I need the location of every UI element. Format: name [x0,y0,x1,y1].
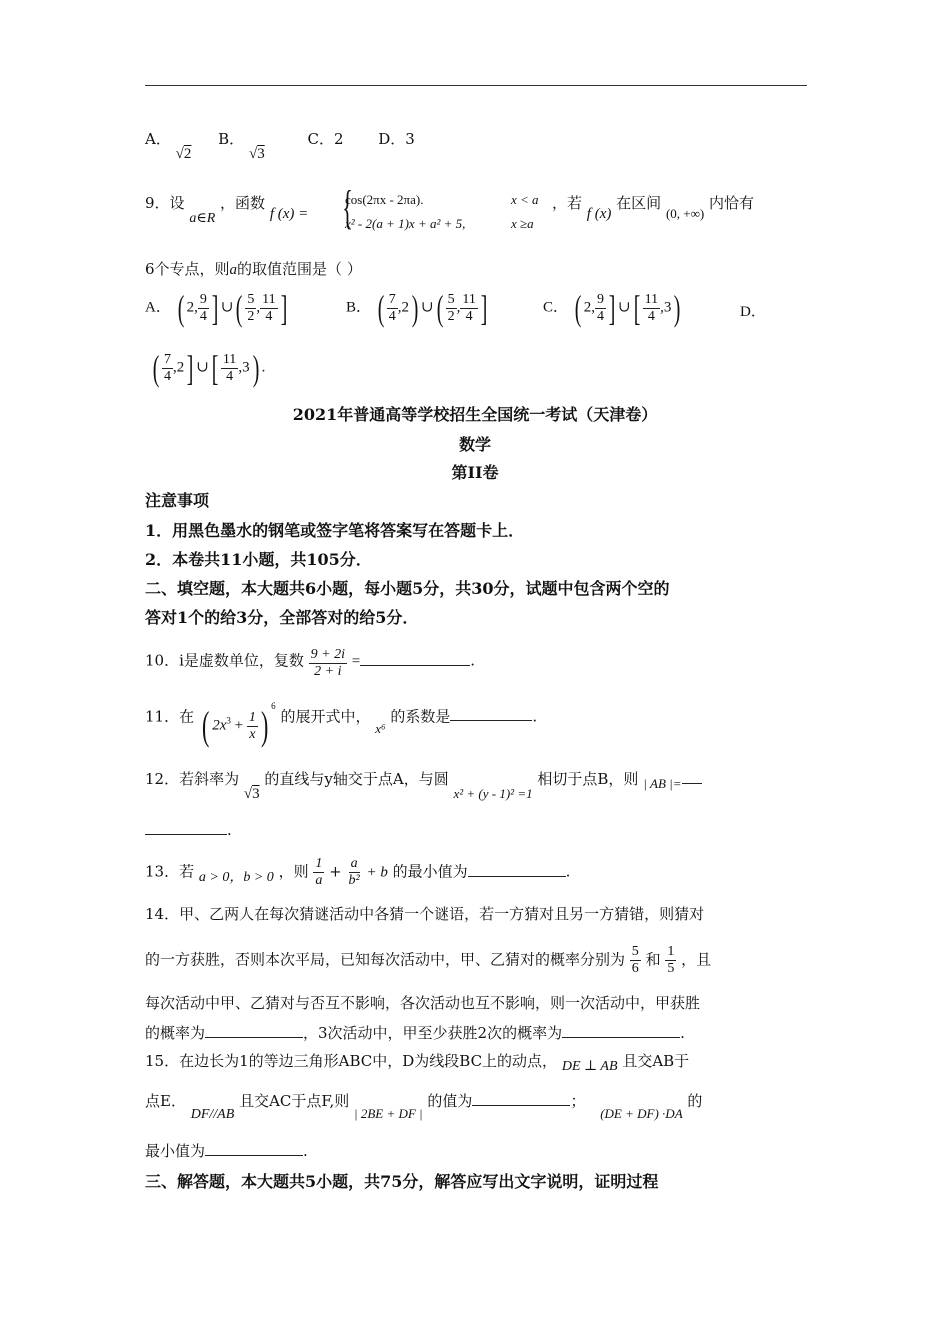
q9-line1-tail: ，若 f (x) 在区间 (0, +∞) 内恰有 [552,194,755,222]
q12-line2: . [145,820,232,839]
q9-option-b: B． ( $\frac{7}{4}$ ,2) ∪( $\frac{5}{2}$ , $\frac{11}{4}$ ] [346,288,488,328]
piecewise-cases: cos(2πx - 2πa). x < a x² - 2(a + 1)x + a² + 5, x ≥a [345,192,539,231]
q9-option-d: ( $\frac{7}{4}$ ,2] ∪[ $\frac{11}{4}$ ,3) . [152,348,266,388]
answer-blank-q13 [468,862,566,877]
q9-option-c: C． ( 2, $\frac{9}{4}$ ] ∪[ $\frac{11}{4}$ ,3) [543,288,681,328]
section-2-line2: 答对1个的给3分，全部答对的给5分． [145,608,419,627]
note-2: 2．本卷共11小题，共105分． [145,550,372,569]
q14-line2: 的一方获胜，否则本次平局，已知每次活动中，甲、乙猜对的概率分别为 $\frac{5}{6}$ 和 $\frac{1}{5}$ ，且 [145,944,712,976]
exam-title: 2021年普通高等学校招生全国统一考试（天津卷） [292,405,658,424]
section-3-heading: 三、解答题，本大题共5小题，共75分，解答应写出文字说明，证明过程 [145,1172,659,1191]
q14-line4: 的概率为 ，3次活动中，甲至少获胜2次的概率为 . [145,1024,685,1042]
note-1: 1．用黑色墨水的钢笔或签字笔将答案写在答题卡上． [145,521,525,540]
q15-line3: 最小值为 . [145,1142,308,1160]
q13: 13．若 a > 0，b > 0 ，则 $\frac{1}{a}$ + $\frac{a}{\text{b²}}$ + b 的最小值为 . [145,856,571,888]
answer-blank-q10 [360,651,470,666]
answer-blank-q12 [145,820,227,835]
q14-line3: 每次活动中甲、乙猜对与否互不影响，各次活动也互不影响，则一次活动中，甲获胜 [145,994,701,1012]
q15-line1: 15．在边长为1的等边三角形ABC中，D为线段BC上的动点， DE ⊥ AB 且交AB于 [145,1052,690,1074]
answer-blank-q15b [205,1141,303,1156]
sqrt-3: √3 [248,146,265,162]
volume-title: 第II卷 [451,463,499,482]
q11: 11．在 ( $2x^3$ + $\frac{1}{x}$ ) $^6$ 的展开式中， x⁶ 的系数是 . [145,701,538,748]
q10: 10．i是虚数单位，复数 $\frac{9 + 2i}{2 + i}$ = . [145,647,476,679]
q8-options: A． √2 B． √3 C．2 D．3 [145,130,415,162]
left-brace-icon: { [342,181,353,234]
q12-line1: 12．若斜率为 √3 的直线与y轴交于点A，与圆 x² + (y - 1)² =1 相切于点B，则 | AB |= [145,768,702,789]
answer-blank-q15a [472,1091,570,1106]
notes-heading: 注意事项 [145,491,210,510]
answer-blank-q11 [450,706,532,721]
answer-blank-q14b [562,1023,680,1038]
sqrt-2: √2 [175,146,192,162]
q9-option-a: A． ( 2, $\frac{9}{4}$ ] ∪( $\frac{5}{2}$ , $\frac{11}{4}$ ] [145,288,287,328]
answer-blank-q14a [205,1023,303,1038]
q9-option-d-label: D． [740,304,766,320]
q9-line1: 9．设 a∈R ，函数 f (x) = [145,194,309,226]
section-2-line1: 二、填空题，本大题共6小题，每小题5分，共30分，试题中包含两个空的 [145,579,670,598]
header-rule [145,85,807,86]
q15-line2: 点E． DF//AB 且交AC于点F,则 | 2BE + DF | 的值为 ； (DE + DF) ·DA 的 [145,1092,703,1122]
q9-line2: 6个专点，则a的取值范围是（ ） [145,260,362,278]
subject-title: 数学 [458,435,491,454]
q14-line1: 14．甲、乙两人在每次猜谜活动中各猜一个谜语，若一方猜对且另一方猜错，则猜对 [145,905,705,923]
